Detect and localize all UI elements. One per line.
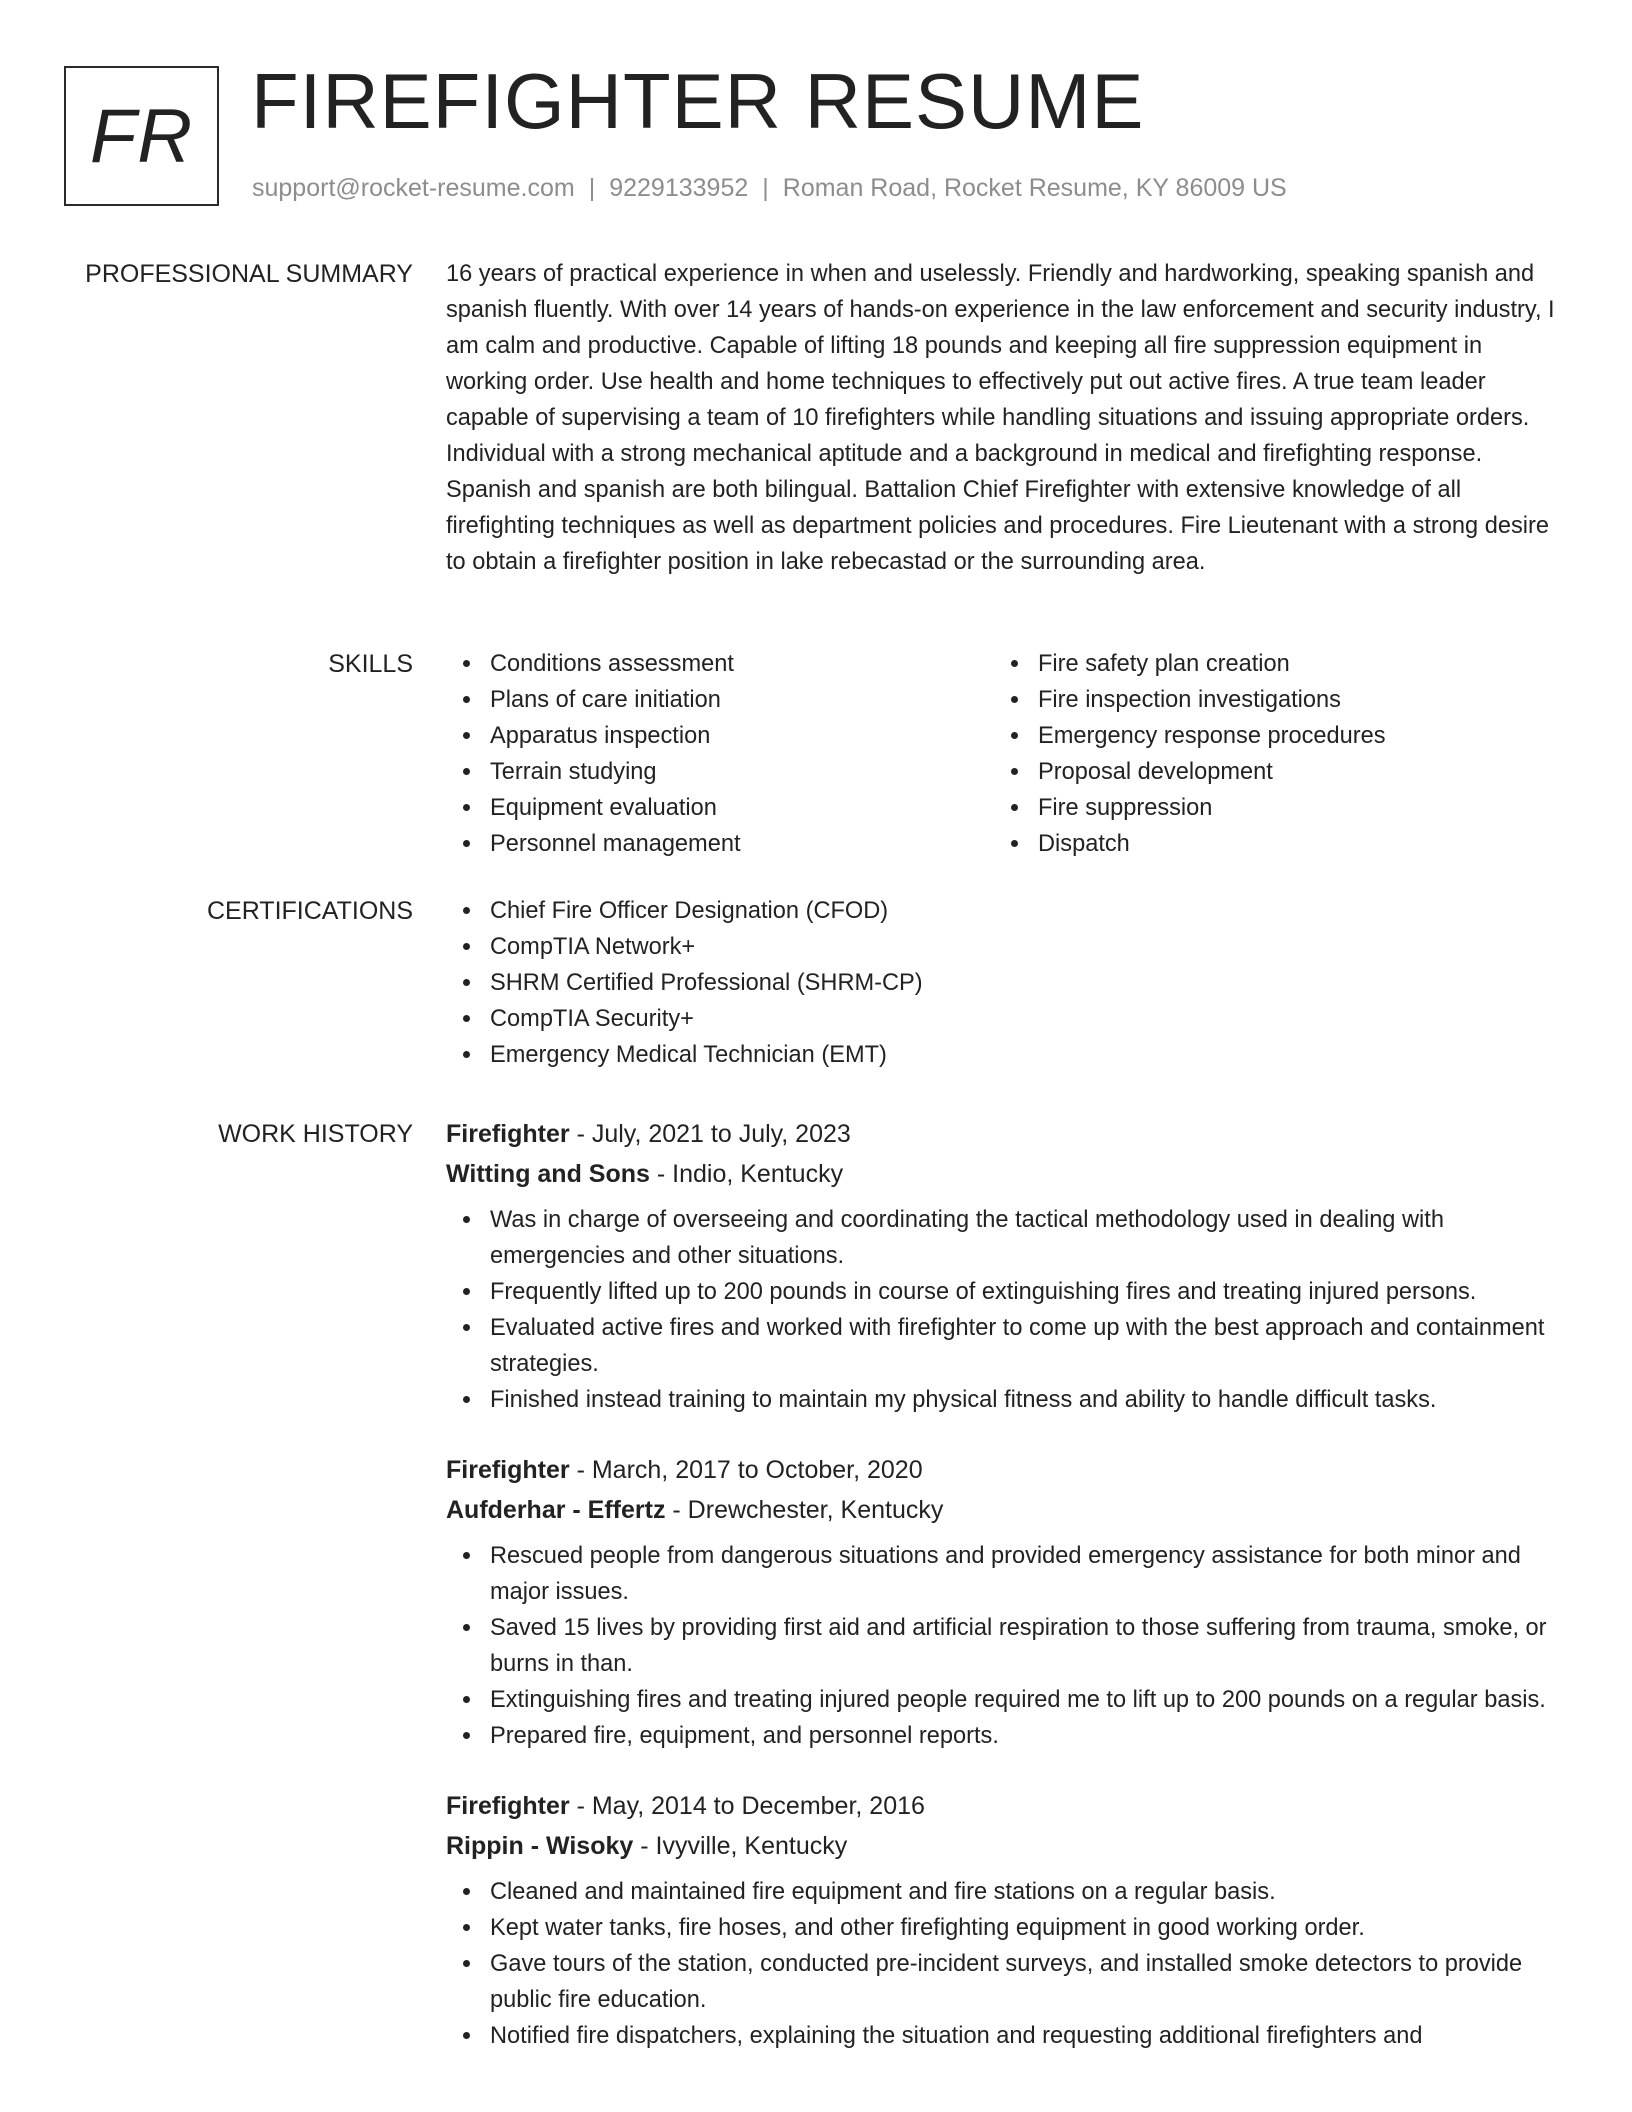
monogram-logo: FR: [64, 66, 219, 206]
job-dates: - July, 2021 to July, 2023: [569, 1120, 851, 1148]
contact-phone: 9229133952: [609, 174, 749, 202]
skills-column-right: [994, 646, 1542, 862]
skill-item: Apparatus inspection: [490, 718, 994, 754]
contact-separator: |: [588, 174, 596, 202]
job-entry: [446, 1450, 1558, 1754]
job-company-line: [446, 1826, 1558, 1866]
certification-item: SHRM Certified Professional (SHRM-CP): [490, 965, 1558, 1001]
job-duty: Frequently lifted up to 200 pounds in course of extinguishing fires and treating injured persons.: [490, 1274, 1558, 1310]
job-duty: Evaluated active fires and worked with firefighter to come up with the best approach and containment strategies.: [490, 1310, 1558, 1382]
job-company-line: [446, 1490, 1558, 1530]
job-title-line: [446, 1114, 1558, 1154]
job-duty: Saved 15 lives by providing first aid and artificial respiration to those suffering from trauma, smoke, or burns in than.: [490, 1610, 1558, 1682]
contact-address: Roman Road, Rocket Resume, KY 86009 US: [782, 174, 1287, 202]
job-duty: Finished instead training to maintain my physical fitness and ability to handle difficult tasks.: [490, 1382, 1558, 1418]
certification-item: Chief Fire Officer Designation (CFOD): [490, 893, 1558, 929]
skill-item: Proposal development: [1038, 754, 1542, 790]
skills-body: [446, 646, 1558, 862]
job-duty: Was in charge of overseeing and coordinating the tactical methodology used in dealing with emergencies and other situations.: [490, 1202, 1558, 1274]
skill-item: Emergency response procedures: [1038, 718, 1542, 754]
job-title-line: [446, 1786, 1558, 1826]
job-location: - Indio, Kentucky: [649, 1160, 844, 1188]
contact-email: support@rocket-resume.com: [252, 174, 575, 202]
certification-item: CompTIA Security+: [490, 1001, 1558, 1037]
job-dates: - May, 2014 to December, 2016: [569, 1792, 925, 1820]
contact-line: [252, 174, 1287, 203]
work-history-heading: WORK HISTORY: [218, 1120, 413, 1148]
job-title: Firefighter: [446, 1792, 570, 1820]
job-entry: [446, 1786, 1558, 2054]
certification-item: Emergency Medical Technician (EMT): [490, 1037, 1558, 1073]
job-duty: Kept water tanks, fire hoses, and other firefighting equipment in good working order.: [490, 1910, 1558, 1946]
certifications-list: [446, 893, 1558, 1073]
summary-body: [446, 256, 1558, 580]
page-title: FIREFIGHTER RESUME: [251, 57, 1145, 145]
job-duty: Notified fire dispatchers, explaining the situation and requesting additional firefighters and: [490, 2018, 1558, 2054]
work-history-body: [446, 1114, 1558, 2086]
job-company: Rippin - Wisoky: [446, 1832, 634, 1860]
skill-item: Dispatch: [1038, 826, 1542, 862]
skill-item: Terrain studying: [490, 754, 994, 790]
job-duty: Prepared fire, equipment, and personnel reports.: [490, 1718, 1558, 1754]
skill-item: Personnel management: [490, 826, 994, 862]
job-location: - Drewchester, Kentucky: [665, 1496, 944, 1524]
skill-item: Plans of care initiation: [490, 682, 994, 718]
job-dates: - March, 2017 to October, 2020: [569, 1456, 923, 1484]
job-company: Aufderhar - Effertz: [446, 1496, 666, 1524]
skill-item: Equipment evaluation: [490, 790, 994, 826]
certification-item: CompTIA Network+: [490, 929, 1558, 965]
job-title: Firefighter: [446, 1120, 570, 1148]
skill-item: Fire suppression: [1038, 790, 1542, 826]
job-company-line: [446, 1154, 1558, 1194]
skill-item: Fire safety plan creation: [1038, 646, 1542, 682]
certifications-body: [446, 893, 1558, 1073]
skill-item: Fire inspection investigations: [1038, 682, 1542, 718]
job-duties-list: [446, 1202, 1558, 1418]
skill-item: Conditions assessment: [490, 646, 994, 682]
job-duty: Gave tours of the station, conducted pre-incident surveys, and installed smoke detectors to provide public fire education.: [490, 1946, 1558, 2018]
job-company: Witting and Sons: [446, 1160, 650, 1188]
summary-heading: PROFESSIONAL SUMMARY: [85, 260, 413, 288]
skills-heading: SKILLS: [328, 650, 413, 678]
skills-column-left: [446, 646, 994, 862]
job-duties-list: [446, 1538, 1558, 1754]
job-duty: Cleaned and maintained fire equipment and fire stations on a regular basis.: [490, 1874, 1558, 1910]
skills-list-left: [446, 646, 994, 862]
job-title-line: [446, 1450, 1558, 1490]
job-duty: Rescued people from dangerous situations and provided emergency assistance for both minor and major issues.: [490, 1538, 1558, 1610]
job-title: Firefighter: [446, 1456, 570, 1484]
certifications-heading: CERTIFICATIONS: [206, 897, 413, 925]
job-location: - Ivyville, Kentucky: [633, 1832, 848, 1860]
summary-text: 16 years of practical experience in when and uselessly. Friendly and hardworking, speaking spanish and spanish fluently. With over 14 years of hands-on experience in the law enforcement and security industry, I am calm and productive. Capable of lifting 18 pounds and keeping all fire suppression equipment in working order. Use health and home techniques to effectively put out active fires. A true team leader capable of supervising a team of 10 firefighters while handling situations and issuing appropriate orders. Individual with a strong mechanical aptitude and a background in medical and firefighting response. Spanish and spanish are both bilingual. Battalion Chief Firefighter with extensive knowledge of all firefighting techniques as well as department policies and procedures. Fire Lieutenant with a strong desire to obtain a firefighter position in lake rebecastad or the surrounding area.: [446, 261, 1555, 575]
skills-list-right: [994, 646, 1542, 862]
contact-separator: |: [762, 174, 769, 202]
job-duties-list: [446, 1874, 1558, 2054]
job-duty: Extinguishing fires and treating injured people required me to lift up to 200 pounds on a regular basis.: [490, 1682, 1558, 1718]
job-entry: [446, 1114, 1558, 1418]
